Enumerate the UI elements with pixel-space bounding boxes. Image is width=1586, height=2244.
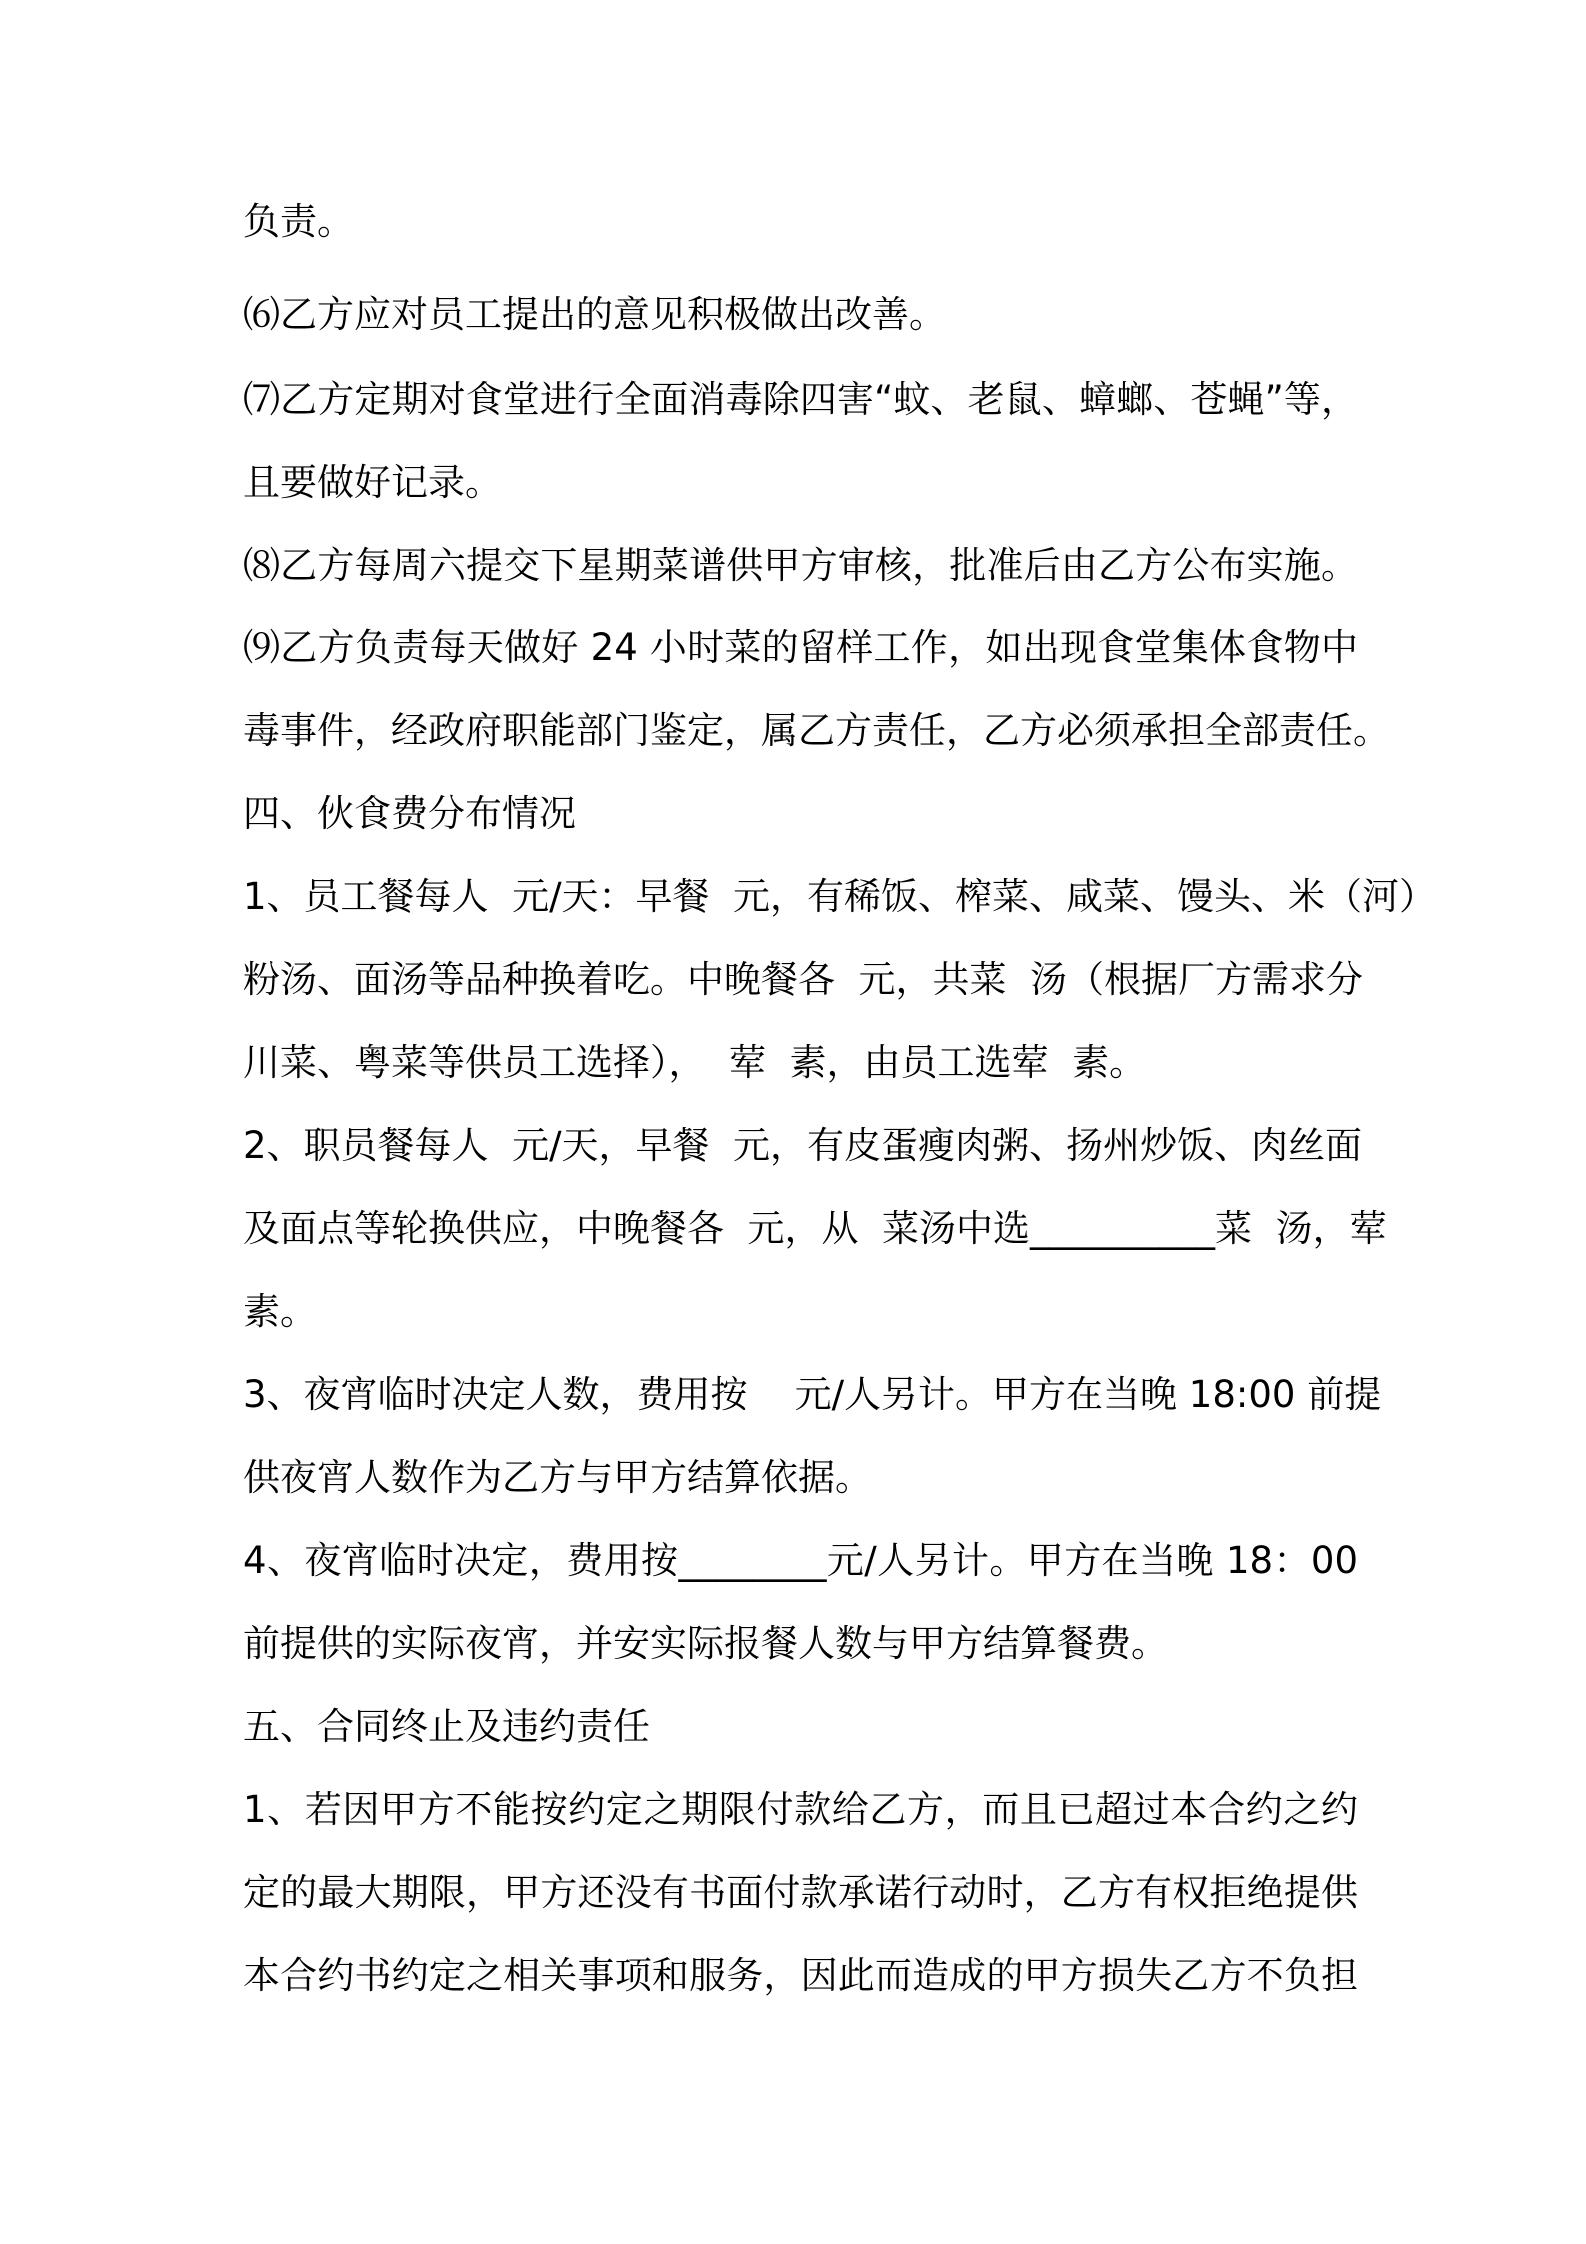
text-line: ⑻乙方每周六提交下星期菜谱供甲方审核，批准后由乙方公布实施。 <box>243 544 1358 587</box>
text-line: 1、员工餐每人 元/天：早餐 元，有稀饭、榨菜、咸菜、馒头、米（河） <box>243 875 1437 918</box>
text-line: 负责。 <box>243 200 354 243</box>
text-line: 且要做好记录。 <box>243 461 502 504</box>
text-line: 川菜、粤菜等供员工选择）， 荤 素，由员工选荤 素。 <box>243 1041 1147 1084</box>
section-heading: 四、伙食费分布情况 <box>243 792 576 835</box>
text-line: 3、夜宵临时决定人数，费用按 元/人另计。甲方在当晚 18:00 前提 <box>243 1373 1382 1416</box>
text-line: 定的最大期限，甲方还没有书面付款承诺行动时，乙方有权拒绝提供 <box>243 1871 1358 1914</box>
text-line: ⑺乙方定期对食堂进行全面消毒除四害“蚊、老鼠、蟑螂、苍蝇”等， <box>243 378 1358 421</box>
text-line: 素。 <box>243 1290 317 1333</box>
text-line: ⑼乙方负责每天做好 24 小时菜的留样工作，如出现食堂集体食物中 <box>243 626 1358 669</box>
text-line: ⑹乙方应对员工提出的意见积极做出改善。 <box>243 293 946 336</box>
text-line: 本合约书约定之相关事项和服务，因此而造成的甲方损失乙方不负担 <box>243 1954 1358 1997</box>
text-line: 4、夜宵临时决定，费用按________元/人另计。甲方在当晚 18：00 <box>243 1539 1358 1582</box>
section-heading: 五、合同终止及违约责任 <box>243 1705 650 1748</box>
text-line: 毒事件，经政府职能部门鉴定，属乙方责任，乙方必须承担全部责任。 <box>243 709 1390 752</box>
text-line: 前提供的实际夜宵，并安实际报餐人数与甲方结算餐费。 <box>243 1622 1168 1665</box>
text-line: 及面点等轮换供应，中晚餐各 元，从 菜汤中选__________菜 汤，荤 <box>243 1207 1387 1250</box>
text-line: 粉汤、面汤等品种换着吃。中晚餐各 元，共菜 汤（根据厂方需求分 <box>243 958 1364 1001</box>
text-line: 2、职员餐每人 元/天，早餐 元，有皮蛋瘦肉粥、扬州炒饭、肉丝面 <box>243 1124 1363 1167</box>
text-line: 1、若因甲方不能按约定之期限付款给乙方，而且已超过本合约之约 <box>243 1788 1358 1831</box>
text-line: 供夜宵人数作为乙方与甲方结算依据。 <box>243 1456 872 1499</box>
